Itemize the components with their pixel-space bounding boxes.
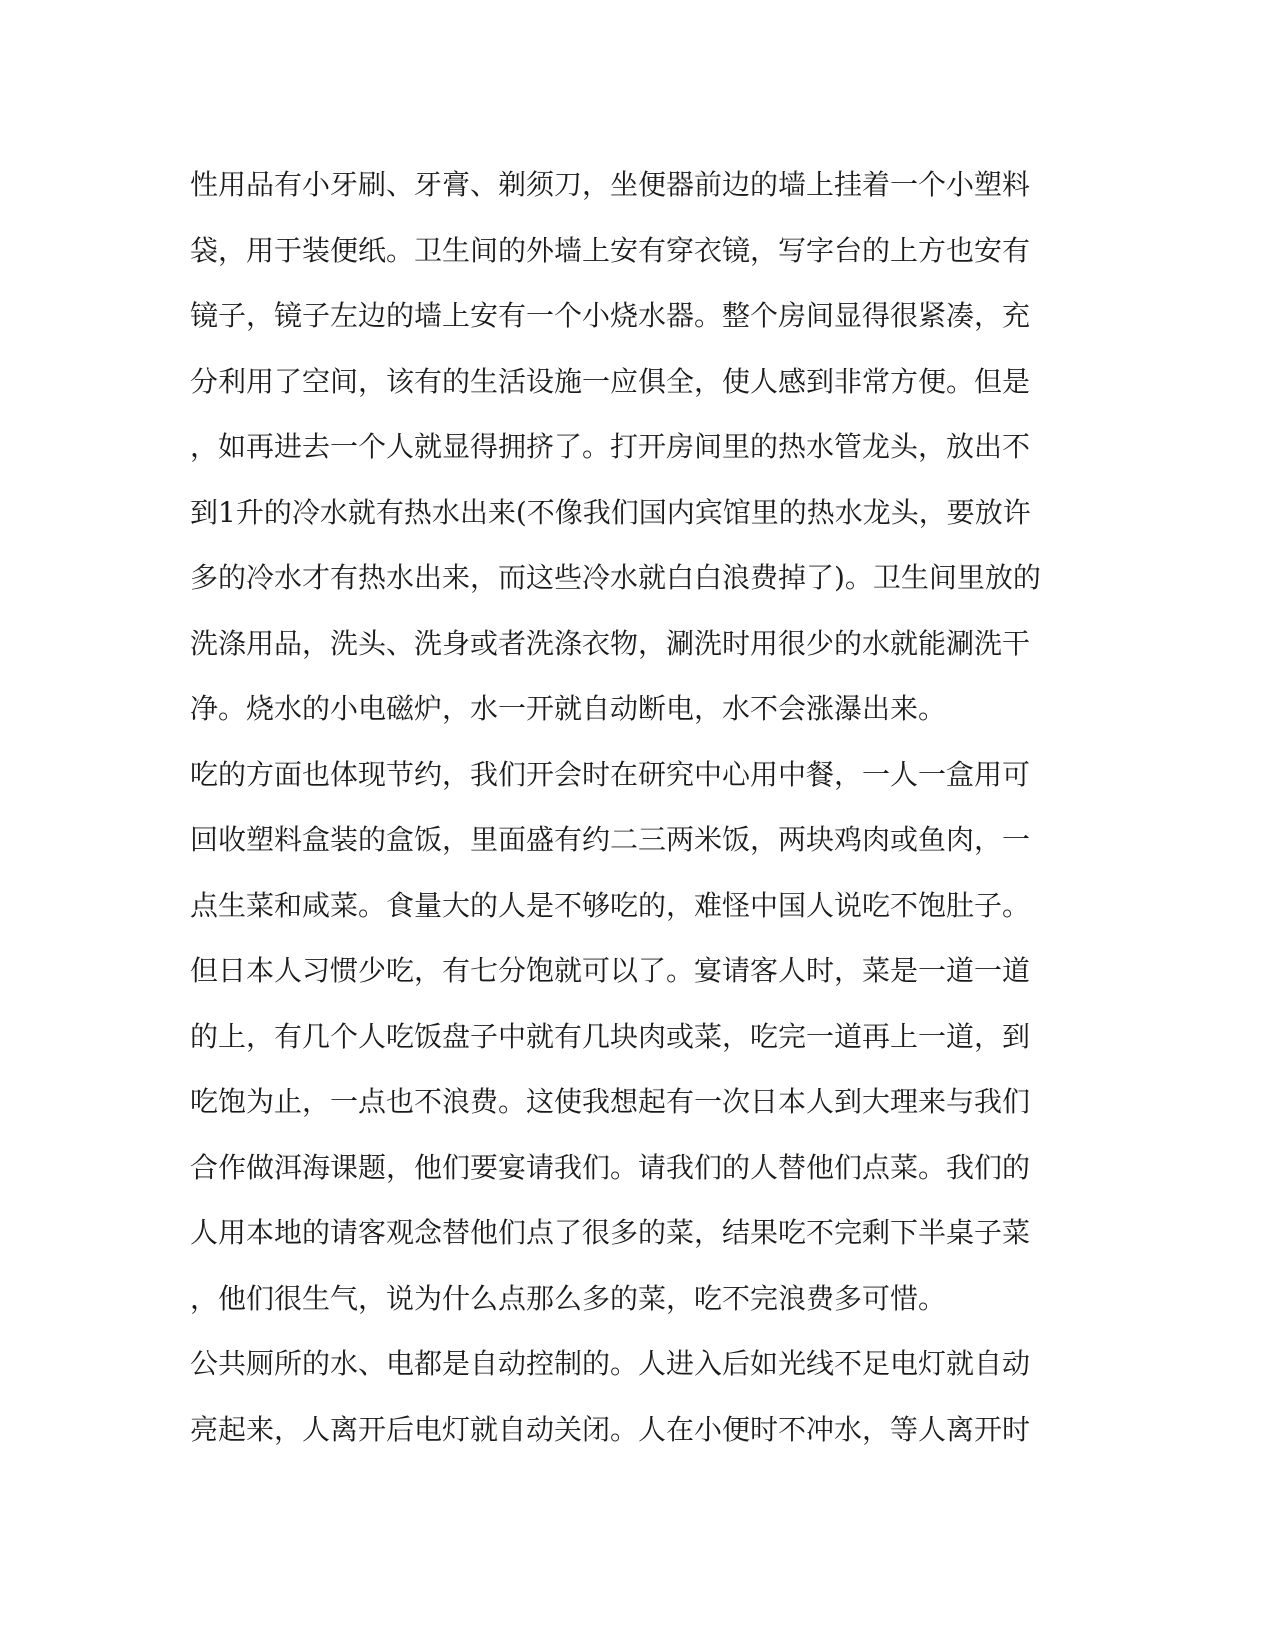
text-line: 净。烧水的小电磁炉，水一开就自动断电，水不会涨瀑出来。 — [190, 692, 947, 725]
text-line: 吃的方面也体现节约，我们开会时在研究中心用中餐，一人一盒用可 — [190, 757, 1031, 791]
text-line: 点生菜和咸菜。食量大的人是不够吃的，难怪中国人说吃不饱肚子。 — [190, 888, 1031, 922]
text-line: 分利用了空间，该有的生活设施一应俱全，使人感到非常方便。但是 — [190, 364, 1031, 398]
text-line: 袋，用于装便纸。卫生间的外墙上安有穿衣镜，写字台的上方也安有 — [190, 233, 1031, 267]
text-line: 公共厕所的水、电都是自动控制的。人进入后如光线不足电灯就自动 — [190, 1347, 1031, 1380]
text-line: 合作做洱海课题，他们要宴请我们。请我们的人替他们点菜。我们的 — [190, 1150, 1031, 1184]
text-line: 但日本人习惯少吃，有七分饱就可以了。宴请客人时，菜是一道一道 — [190, 954, 1031, 987]
text-line: 人用本地的请客观念替他们点了很多的菜，结果吃不完剩下半桌子菜 — [190, 1216, 1031, 1249]
text-line: 洗涤用品，洗头、洗身或者洗涤衣物，涮洗时用很少的水就能涮洗干 — [190, 626, 1031, 660]
body-text — [190, 152, 1090, 1462]
text-line: 多的冷水才有热水出来，而这些冷水就白白浪费掉了)。卫生间里放的 — [190, 561, 1041, 594]
text-line: 镜子，镜子左边的墙上安有一个小烧水器。整个房间显得很紧凑，充 — [190, 299, 1031, 332]
text-line: 性用品有小牙刷、牙膏、剃须刀，坐便器前边的墙上挂着一个小塑料 — [190, 168, 1031, 201]
text-line: 回收塑料盒装的盒饭，里面盛有约二三两米饭，两块鸡肉或鱼肉，一 — [190, 823, 1031, 856]
text-line: 吃饱为止，一点也不浪费。这使我想起有一次日本人到大理来与我们 — [190, 1085, 1031, 1118]
text-line: ，如再进去一个人就显得拥挤了。打开房间里的热水管龙头，放出不 — [190, 430, 1031, 463]
text-line: ，他们很生气，说为什么点那么多的菜，吃不完浪费多可惜。 — [190, 1281, 947, 1315]
text-line: 到1升的冷水就有热水出来(不像我们国内宾馆里的热水龙头，要放许 — [190, 495, 1031, 529]
text-line: 的上，有几个人吃饭盘子中就有几块肉或菜，吃完一道再上一道，到 — [190, 1019, 1031, 1053]
text-line: 亮起来，人离开后电灯就自动关闭。人在小便时不冲水，等人离开时 — [190, 1412, 1031, 1446]
